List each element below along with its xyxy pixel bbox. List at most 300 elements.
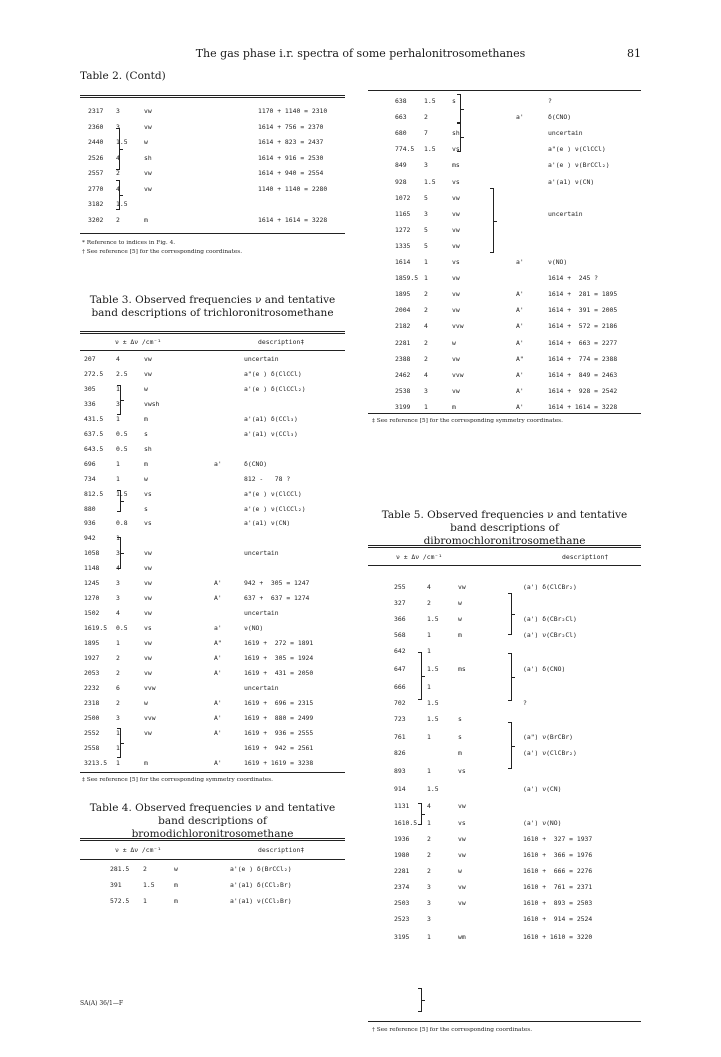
cell-v: 723 <box>394 715 406 723</box>
cell-v: 391 <box>110 881 122 889</box>
cell-d: 1614 + 391 = 2005 <box>548 306 618 315</box>
cell-v: 3202 <box>88 215 104 224</box>
table-row <box>368 158 641 173</box>
cell-d: uncertain <box>244 683 279 692</box>
cell-dv: 3 <box>424 386 428 395</box>
cell-i: w <box>458 615 462 623</box>
cell-i: w <box>458 867 462 875</box>
table2-caption: Table 2. (Contd) <box>80 70 166 82</box>
cell-dv: 3 <box>424 161 428 170</box>
cell-i: vw <box>452 290 460 299</box>
cell-dv: 0.8 <box>116 519 128 528</box>
cell-i: w <box>458 599 462 607</box>
table-row <box>368 175 641 190</box>
table-row <box>80 666 345 681</box>
cell-dv: 1 <box>427 683 431 691</box>
cell-s: A' <box>214 654 222 662</box>
cell-v: 2182 <box>395 322 411 331</box>
cell-v: 774.5 <box>395 145 415 154</box>
cell-v: 702 <box>394 699 406 707</box>
cell-dv: 1 <box>116 758 120 767</box>
cell-dv: 4 <box>427 583 431 591</box>
table-row <box>368 94 641 109</box>
cell-dv: 3 <box>116 579 120 588</box>
table-row <box>368 746 641 761</box>
cell-d: 1610 + 366 = 1976 <box>523 851 593 859</box>
cell-d: 1614 + 823 = 2437 <box>258 138 324 146</box>
cell-d: ? <box>523 699 527 707</box>
cell-v: 1936 <box>394 835 410 843</box>
cell-dv: 0.5 <box>116 624 128 633</box>
cell-d: 812 - 78 ? <box>244 474 291 483</box>
cell-v: 663 <box>395 113 407 122</box>
table-row <box>368 126 641 141</box>
cell-d: uncertain <box>244 609 279 618</box>
cell-i: m <box>452 402 456 411</box>
cell-dv: 1.5 <box>427 699 439 707</box>
cell-v: 568 <box>394 631 406 639</box>
table2-footnote-2: † See reference [5] for the corresponding coordinates. <box>82 249 243 255</box>
table-row <box>368 612 641 627</box>
cell-dv: 3 <box>427 899 431 907</box>
cell-dv: 2 <box>116 654 120 662</box>
cell-d: (a") ν(BrCBr) <box>523 733 574 741</box>
cell-i: vvw <box>452 370 464 379</box>
cell-d: 1610 + 327 = 1937 <box>523 835 593 843</box>
table4-body <box>80 862 345 912</box>
table-row <box>368 255 641 270</box>
cell-i: vvw <box>144 683 156 692</box>
table-row <box>368 384 641 399</box>
cell-v: 647 <box>394 665 406 673</box>
table-row <box>80 457 345 472</box>
cell-v: 2770 <box>88 184 104 193</box>
cell-d: 1614 + 245 ? <box>548 274 599 283</box>
table-row <box>80 367 345 382</box>
cell-dv: 4 <box>116 564 120 573</box>
cell-d: a"(e ) δ(ClCCl) <box>244 369 302 378</box>
table-row <box>80 576 345 591</box>
table-row <box>80 606 345 621</box>
cell-d: a'(e ) δ(BrCCl₂) <box>230 865 292 873</box>
cell-i: sh <box>144 444 152 453</box>
cell-i: vw <box>144 355 152 363</box>
cell-d: 1610 + 1610 = 3220 <box>523 933 593 941</box>
cell-d: 1614 + 572 = 2186 <box>548 322 618 331</box>
cell-dv: 2 <box>143 865 147 873</box>
cell-i: vw <box>452 209 460 218</box>
cell-dv: 2 <box>427 599 431 607</box>
cell-s: A' <box>516 322 524 331</box>
cell-v: 255 <box>394 583 406 591</box>
table2-brace-2 <box>116 128 120 170</box>
cell-dv: 1.5 <box>116 489 128 498</box>
cell-d: (a') ν(NO) <box>523 819 562 827</box>
cell-d: 1614 + 940 = 2554 <box>258 169 324 177</box>
cell-d: ? <box>548 97 552 105</box>
cell-d: a'(a1) ν(CCl₂Br) <box>230 897 292 905</box>
table4c-footnote: ‡ See reference [5] for the corresponding symmetry coordinates. <box>372 418 563 424</box>
table-row <box>80 621 345 636</box>
cell-v: 3182 <box>88 200 104 208</box>
cell-v: 2388 <box>395 354 411 363</box>
cell-i: vw <box>458 899 466 907</box>
cell-v: 2440 <box>88 138 104 146</box>
table-row <box>368 303 641 318</box>
cell-dv: 3 <box>424 209 428 218</box>
cell-dv: 1 <box>116 728 120 737</box>
cell-i: vw <box>458 883 466 891</box>
cell-i: m <box>174 897 178 905</box>
table-row <box>80 894 345 909</box>
cell-dv: 3 <box>427 915 431 923</box>
table3-head-v: ν ± Δν /cm⁻¹ <box>115 338 162 346</box>
cell-d: a'(a1) ν(CN) <box>244 519 291 528</box>
table-row <box>368 730 641 745</box>
cell-dv: 1.5 <box>116 138 128 146</box>
cell-d: a"(e ) ν(ClCCl) <box>244 489 302 498</box>
cell-v: 2538 <box>395 386 411 395</box>
cell-dv: 1 <box>143 897 147 905</box>
table2-brace <box>116 180 120 210</box>
cell-i: vw <box>458 851 466 859</box>
table4-contd-body <box>368 94 641 414</box>
cell-i: sh <box>144 153 152 162</box>
cell-v: 2523 <box>394 915 410 923</box>
cell-s: A' <box>214 728 222 737</box>
cell-s: a' <box>516 113 524 122</box>
cell-d: 1610 + 914 = 2524 <box>523 915 593 923</box>
cell-v: 942 <box>84 534 96 543</box>
cell-i: w <box>174 865 178 873</box>
cell-i: vs <box>144 519 152 528</box>
cell-dv: 2 <box>424 354 428 363</box>
cell-i: vw <box>458 835 466 843</box>
table-row <box>80 862 345 877</box>
cell-dv: 2 <box>427 851 431 859</box>
table-row <box>368 896 641 911</box>
cell-d: 1614 + 928 = 2542 <box>548 386 618 395</box>
cell-dv: 4 <box>424 370 428 379</box>
table2-top-rule <box>80 95 345 98</box>
table3-head-rule <box>80 350 345 351</box>
cell-dv: 4 <box>116 609 120 618</box>
cell-i: vvw <box>452 322 464 331</box>
cell-d: (a') ν(ClCBr₂) <box>523 749 577 757</box>
cell-dv: 2 <box>424 306 428 315</box>
cell-v: 936 <box>84 519 96 528</box>
cell-i: w <box>144 384 148 393</box>
cell-v: 1614 <box>395 258 411 266</box>
cell-i: vw <box>144 594 152 603</box>
cell-i: vs <box>452 145 460 154</box>
cell-d: 1614 + 663 = 2277 <box>548 338 618 347</box>
cell-dv: 5 <box>424 241 428 250</box>
cell-d: ν(NO) <box>244 624 264 633</box>
cell-v: 666 <box>394 683 406 691</box>
table3-brace-4 <box>117 728 121 758</box>
cell-v: 2503 <box>394 899 410 907</box>
cell-dv: 0.5 <box>116 444 128 453</box>
cell-s: A" <box>214 639 222 648</box>
cell-i: vw <box>144 184 152 193</box>
cell-i: m <box>174 881 178 889</box>
cell-dv: 2 <box>424 290 428 299</box>
cell-i: m <box>144 459 148 468</box>
cell-v: 2558 <box>84 743 100 752</box>
cell-i: vs <box>458 819 466 827</box>
cell-dv: 3 <box>116 399 120 408</box>
table-row <box>80 636 345 651</box>
cell-dv: 3 <box>427 883 431 891</box>
cell-d: (a') ν(CBr₂Cl) <box>523 631 577 639</box>
cell-v: 2232 <box>84 683 100 692</box>
cell-v: 1131 <box>394 802 410 810</box>
cell-dv: 1 <box>427 733 431 741</box>
cell-v: 2360 <box>88 122 104 131</box>
cell-v: 1245 <box>84 579 100 588</box>
cell-dv: 4 <box>427 802 431 810</box>
cell-i: vw <box>144 169 152 177</box>
cell-dv: 1 <box>427 933 431 941</box>
cell-i: vw <box>144 369 152 378</box>
table-row <box>80 651 345 666</box>
table-row <box>368 352 641 367</box>
cell-i: m <box>458 631 462 639</box>
table-row <box>80 516 345 531</box>
table-row <box>80 352 345 367</box>
table5-brace-3 <box>508 722 512 769</box>
cell-i: w <box>452 338 456 347</box>
cell-v: 2500 <box>84 713 100 722</box>
cell-dv: 5 <box>424 193 428 202</box>
cell-i: sh <box>452 129 460 138</box>
table-row <box>368 816 641 831</box>
table-row <box>368 696 641 711</box>
cell-v: 680 <box>395 129 407 138</box>
cell-dv: 1 <box>116 534 120 543</box>
cell-i: vw <box>144 639 152 648</box>
cell-s: A' <box>214 668 222 677</box>
cell-d: 942 + 305 = 1247 <box>244 579 310 588</box>
table3-head-d: description‡ <box>258 338 305 346</box>
cell-i: vw <box>144 107 152 115</box>
cell-d: 1170 + 1140 = 2310 <box>258 107 328 115</box>
cell-s: A' <box>214 713 222 722</box>
cell-dv: 2 <box>116 698 120 707</box>
cell-dv: 0.5 <box>116 429 128 438</box>
cell-dv: 3 <box>116 122 120 131</box>
cell-i: vs <box>452 177 460 186</box>
cell-dv: 2 <box>424 338 428 347</box>
cell-v: 914 <box>394 785 406 793</box>
cell-d: δ(CNO) <box>548 113 572 122</box>
cell-v: 2552 <box>84 728 100 737</box>
cell-dv: 1.5 <box>427 785 439 793</box>
table2-bottom-rule <box>80 233 345 234</box>
cell-d: 1610 + 666 = 2276 <box>523 867 593 875</box>
table-row <box>368 287 641 302</box>
table-row <box>368 880 641 895</box>
cell-i: vw <box>144 579 152 588</box>
cell-i: s <box>144 504 148 513</box>
cell-d: a"(e ) ν(ClCCl) <box>548 145 606 154</box>
cell-dv: 4 <box>116 355 120 363</box>
cell-i: s <box>144 429 148 438</box>
cell-dv: 1 <box>116 459 120 468</box>
cell-v: 281.5 <box>110 865 130 873</box>
cell-d: 1610 + 761 = 2371 <box>523 883 593 891</box>
cell-v: 928 <box>395 177 407 186</box>
cell-d: 1619 + 305 = 1924 <box>244 654 314 662</box>
cell-d: ν(NO) <box>548 258 568 266</box>
cell-d: 1619 + 272 = 1891 <box>244 639 314 648</box>
table-row <box>368 644 641 659</box>
table5-brace-4 <box>418 652 422 700</box>
table-row <box>80 681 345 696</box>
cell-v: 1980 <box>394 851 410 859</box>
cell-i: vs <box>452 258 460 266</box>
cell-v: 2317 <box>88 107 104 115</box>
cell-i: vvw <box>144 713 156 722</box>
cell-v: 3195 <box>394 933 410 941</box>
cell-i: vw <box>452 354 460 363</box>
cell-i: vw <box>452 274 460 283</box>
table-row <box>80 442 345 457</box>
table-row <box>368 712 641 727</box>
cell-d: 1614 + 1614 = 3228 <box>548 402 618 411</box>
cell-dv: 7 <box>424 129 428 138</box>
table3-brace-2 <box>117 490 121 512</box>
table3-bottom-rule <box>80 772 345 773</box>
cell-v: 1148 <box>84 564 100 573</box>
cell-d: a'(a1) ν(CCl₃) <box>244 429 298 438</box>
cell-d: 1619 + 696 = 2315 <box>244 698 314 707</box>
cell-dv: 1 <box>427 819 431 827</box>
cell-v: 2557 <box>88 169 104 177</box>
table-row <box>368 319 641 334</box>
table4-caption: Table 4. Observed frequencies ν and tentative band descriptions of bromodichloronitrosomethane <box>89 802 336 840</box>
table-row <box>368 110 641 125</box>
cell-v: 1859.5 <box>395 274 419 283</box>
cell-i: vw <box>144 668 152 677</box>
cell-d: (a') δ(CNO) <box>523 665 566 673</box>
cell-s: A' <box>516 386 524 395</box>
table-row <box>80 472 345 487</box>
cell-i: s <box>458 733 462 741</box>
cell-dv: 4 <box>424 322 428 331</box>
cell-d: 1619 + 942 = 2561 <box>244 743 314 752</box>
cell-d: uncertain <box>548 129 583 138</box>
cell-v: 880 <box>84 504 96 513</box>
cell-v: 2318 <box>84 698 100 707</box>
cell-v: 3213.5 <box>84 758 108 767</box>
cell-i: vs <box>144 624 152 633</box>
cell-s: A' <box>516 306 524 315</box>
cell-dv: 1 <box>427 767 431 775</box>
cell-dv: 1 <box>427 631 431 639</box>
table5-top-rule <box>368 545 641 548</box>
table-row <box>368 930 641 945</box>
running-title: The gas phase i.r. spectra of some perhalonitrosomethanes <box>195 47 526 60</box>
cell-v: 2004 <box>395 306 411 315</box>
cell-d: uncertain <box>244 549 279 558</box>
cell-v: 1610.5 <box>394 819 418 827</box>
cell-v: 431.5 <box>84 414 104 423</box>
cell-v: 696 <box>84 459 96 468</box>
cell-dv: 3 <box>116 713 120 722</box>
table2-footnote-1: * Reference to indices in Fig. 4. <box>82 240 176 246</box>
table4-head-d: description‡ <box>258 846 305 854</box>
cell-i: vw <box>144 549 152 558</box>
cell-s: A' <box>214 594 222 603</box>
cell-v: 826 <box>394 749 406 757</box>
footer-code: SA(A) 36/1—F <box>80 1000 124 1007</box>
table4-head-rule <box>80 859 345 860</box>
cell-s: A' <box>214 579 222 588</box>
cell-i: w <box>144 698 148 707</box>
cell-s: A' <box>516 290 524 299</box>
cell-d: a'(a1) δ(CCl₂Br) <box>230 881 292 889</box>
table-row <box>368 368 641 383</box>
cell-v: 2462 <box>395 370 411 379</box>
cell-v: 734 <box>84 474 96 483</box>
cell-i: w <box>144 474 148 483</box>
cell-dv: 1 <box>116 414 120 423</box>
table-row <box>368 864 641 879</box>
cell-s: A' <box>516 370 524 379</box>
cell-d: 1619 + 431 = 2050 <box>244 668 314 677</box>
cell-v: 2374 <box>394 883 410 891</box>
cell-dv: 2 <box>424 113 428 122</box>
cell-v: 638 <box>395 97 407 105</box>
cell-dv: 6 <box>116 683 120 692</box>
cell-dv: 4 <box>116 153 120 162</box>
cell-v: 849 <box>395 161 407 170</box>
table-row <box>80 213 345 228</box>
cell-v: 2053 <box>84 668 100 677</box>
cell-dv: 3 <box>116 549 120 558</box>
table-row <box>368 782 641 797</box>
cell-d: 1614 + 774 = 2388 <box>548 354 618 363</box>
cell-d: uncertain <box>244 355 279 363</box>
table-row <box>368 662 641 677</box>
table3-top-rule <box>80 331 345 334</box>
cell-i: vw <box>144 654 152 662</box>
cell-v: 1072 <box>395 193 411 202</box>
cell-dv: 3 <box>116 594 120 603</box>
cell-dv: 2.5 <box>116 369 128 378</box>
cell-dv: 1.5 <box>116 200 128 208</box>
cell-s: A' <box>214 758 222 767</box>
table-row <box>368 142 641 157</box>
cell-i: vw <box>452 306 460 315</box>
cell-v: 2281 <box>394 867 410 875</box>
cell-v: 1272 <box>395 225 411 234</box>
cell-d: a'(e ) δ(ClCCl₂) <box>244 384 306 393</box>
table-row <box>368 207 641 222</box>
table5-head-v: ν ± Δν /cm⁻¹ <box>396 553 443 561</box>
cell-d: 1140 + 1140 = 2280 <box>258 184 328 193</box>
table-row <box>368 832 641 847</box>
cell-v: 272.5 <box>84 369 104 378</box>
cell-i: vw <box>452 225 460 234</box>
cell-dv: 2 <box>116 169 120 177</box>
cell-d: 1619 + 936 = 2555 <box>244 728 314 737</box>
table-row <box>368 628 641 643</box>
cell-i: vw <box>144 609 152 618</box>
cell-v: 812.5 <box>84 489 104 498</box>
